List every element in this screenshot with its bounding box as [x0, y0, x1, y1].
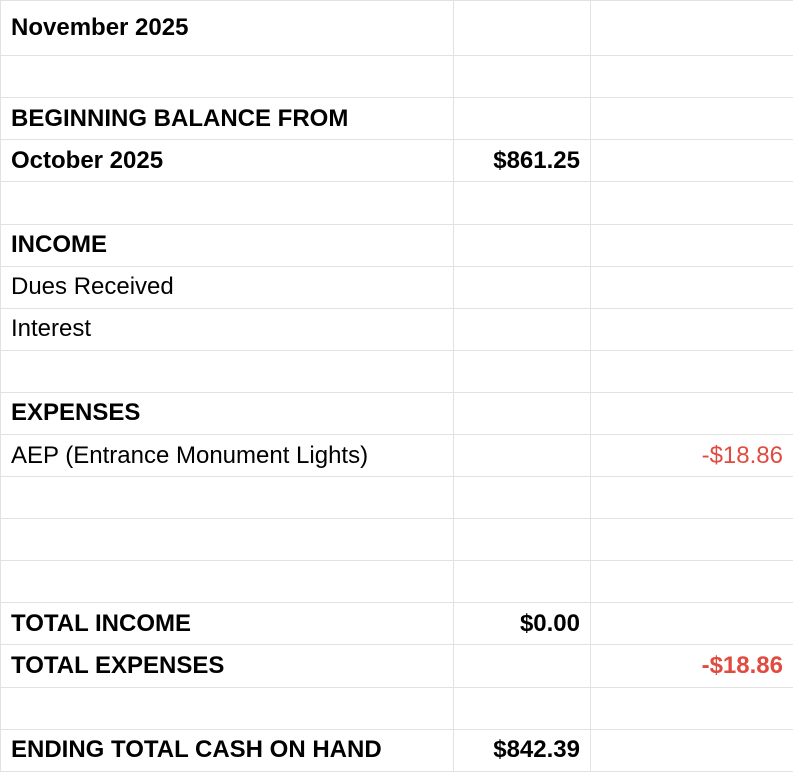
table-row [1, 687, 793, 729]
cell[interactable] [454, 98, 591, 140]
cell[interactable] [1, 519, 454, 561]
income-item-label[interactable]: Dues Received [1, 266, 454, 308]
cell[interactable] [591, 392, 793, 434]
cell[interactable] [454, 519, 591, 561]
beginning-balance-month[interactable]: October 2025 [1, 140, 454, 182]
cell[interactable] [591, 603, 793, 645]
cell[interactable] [591, 56, 793, 98]
expenses-header[interactable]: EXPENSES [1, 392, 454, 434]
cell[interactable] [454, 1, 591, 56]
total-expenses-label[interactable]: TOTAL EXPENSES [1, 645, 454, 687]
cell[interactable] [454, 392, 591, 434]
table-row [1, 434, 793, 476]
cell[interactable] [591, 519, 793, 561]
table-row [1, 56, 793, 98]
table-row [1, 182, 793, 224]
cell[interactable] [454, 434, 591, 476]
ending-cash-value[interactable]: $842.39 [454, 729, 591, 771]
table-row [1, 729, 793, 771]
cell[interactable] [454, 56, 591, 98]
cell[interactable] [454, 645, 591, 687]
table-row [1, 645, 793, 687]
table-row [1, 350, 793, 392]
cell[interactable] [1, 350, 454, 392]
cell[interactable] [591, 224, 793, 266]
cell[interactable] [591, 477, 793, 519]
income-item-value[interactable] [454, 266, 591, 308]
table-row [1, 392, 793, 434]
table-row [1, 308, 793, 350]
table-row [1, 224, 793, 266]
table-row [1, 477, 793, 519]
income-header[interactable]: INCOME [1, 224, 454, 266]
cell[interactable] [591, 308, 793, 350]
table-row [1, 561, 793, 603]
expense-item-label[interactable]: AEP (Entrance Monument Lights) [1, 434, 454, 476]
cell[interactable] [591, 266, 793, 308]
cell[interactable] [591, 1, 793, 56]
income-item-value[interactable] [454, 308, 591, 350]
total-income-label[interactable]: TOTAL INCOME [1, 603, 454, 645]
cell[interactable] [591, 729, 793, 771]
table-row [1, 519, 793, 561]
beginning-balance-value[interactable]: $861.25 [454, 140, 591, 182]
total-expenses-value[interactable]: -$18.86 [591, 645, 793, 687]
cell[interactable] [454, 561, 591, 603]
cell[interactable] [1, 182, 454, 224]
cell[interactable] [591, 350, 793, 392]
cell[interactable] [591, 98, 793, 140]
page-title[interactable]: November 2025 [1, 1, 454, 56]
cell[interactable] [454, 687, 591, 729]
cell[interactable] [1, 561, 454, 603]
cell[interactable] [591, 561, 793, 603]
cell[interactable] [454, 224, 591, 266]
table-row [1, 1, 793, 56]
cell[interactable] [591, 687, 793, 729]
cell[interactable] [454, 350, 591, 392]
expense-item-value[interactable]: -$18.86 [591, 434, 793, 476]
beginning-balance-label[interactable]: BEGINNING BALANCE FROM [1, 98, 454, 140]
cell[interactable] [591, 140, 793, 182]
cell[interactable] [1, 56, 454, 98]
cell[interactable] [1, 687, 454, 729]
cell[interactable] [454, 182, 591, 224]
table-row [1, 140, 793, 182]
total-income-value[interactable]: $0.00 [454, 603, 591, 645]
income-item-label[interactable]: Interest [1, 308, 454, 350]
cell[interactable] [591, 182, 793, 224]
table-row [1, 603, 793, 645]
cell[interactable] [1, 477, 454, 519]
table-row [1, 98, 793, 140]
table-row [1, 266, 793, 308]
ending-cash-label[interactable]: ENDING TOTAL CASH ON HAND [1, 729, 454, 771]
cell[interactable] [454, 477, 591, 519]
